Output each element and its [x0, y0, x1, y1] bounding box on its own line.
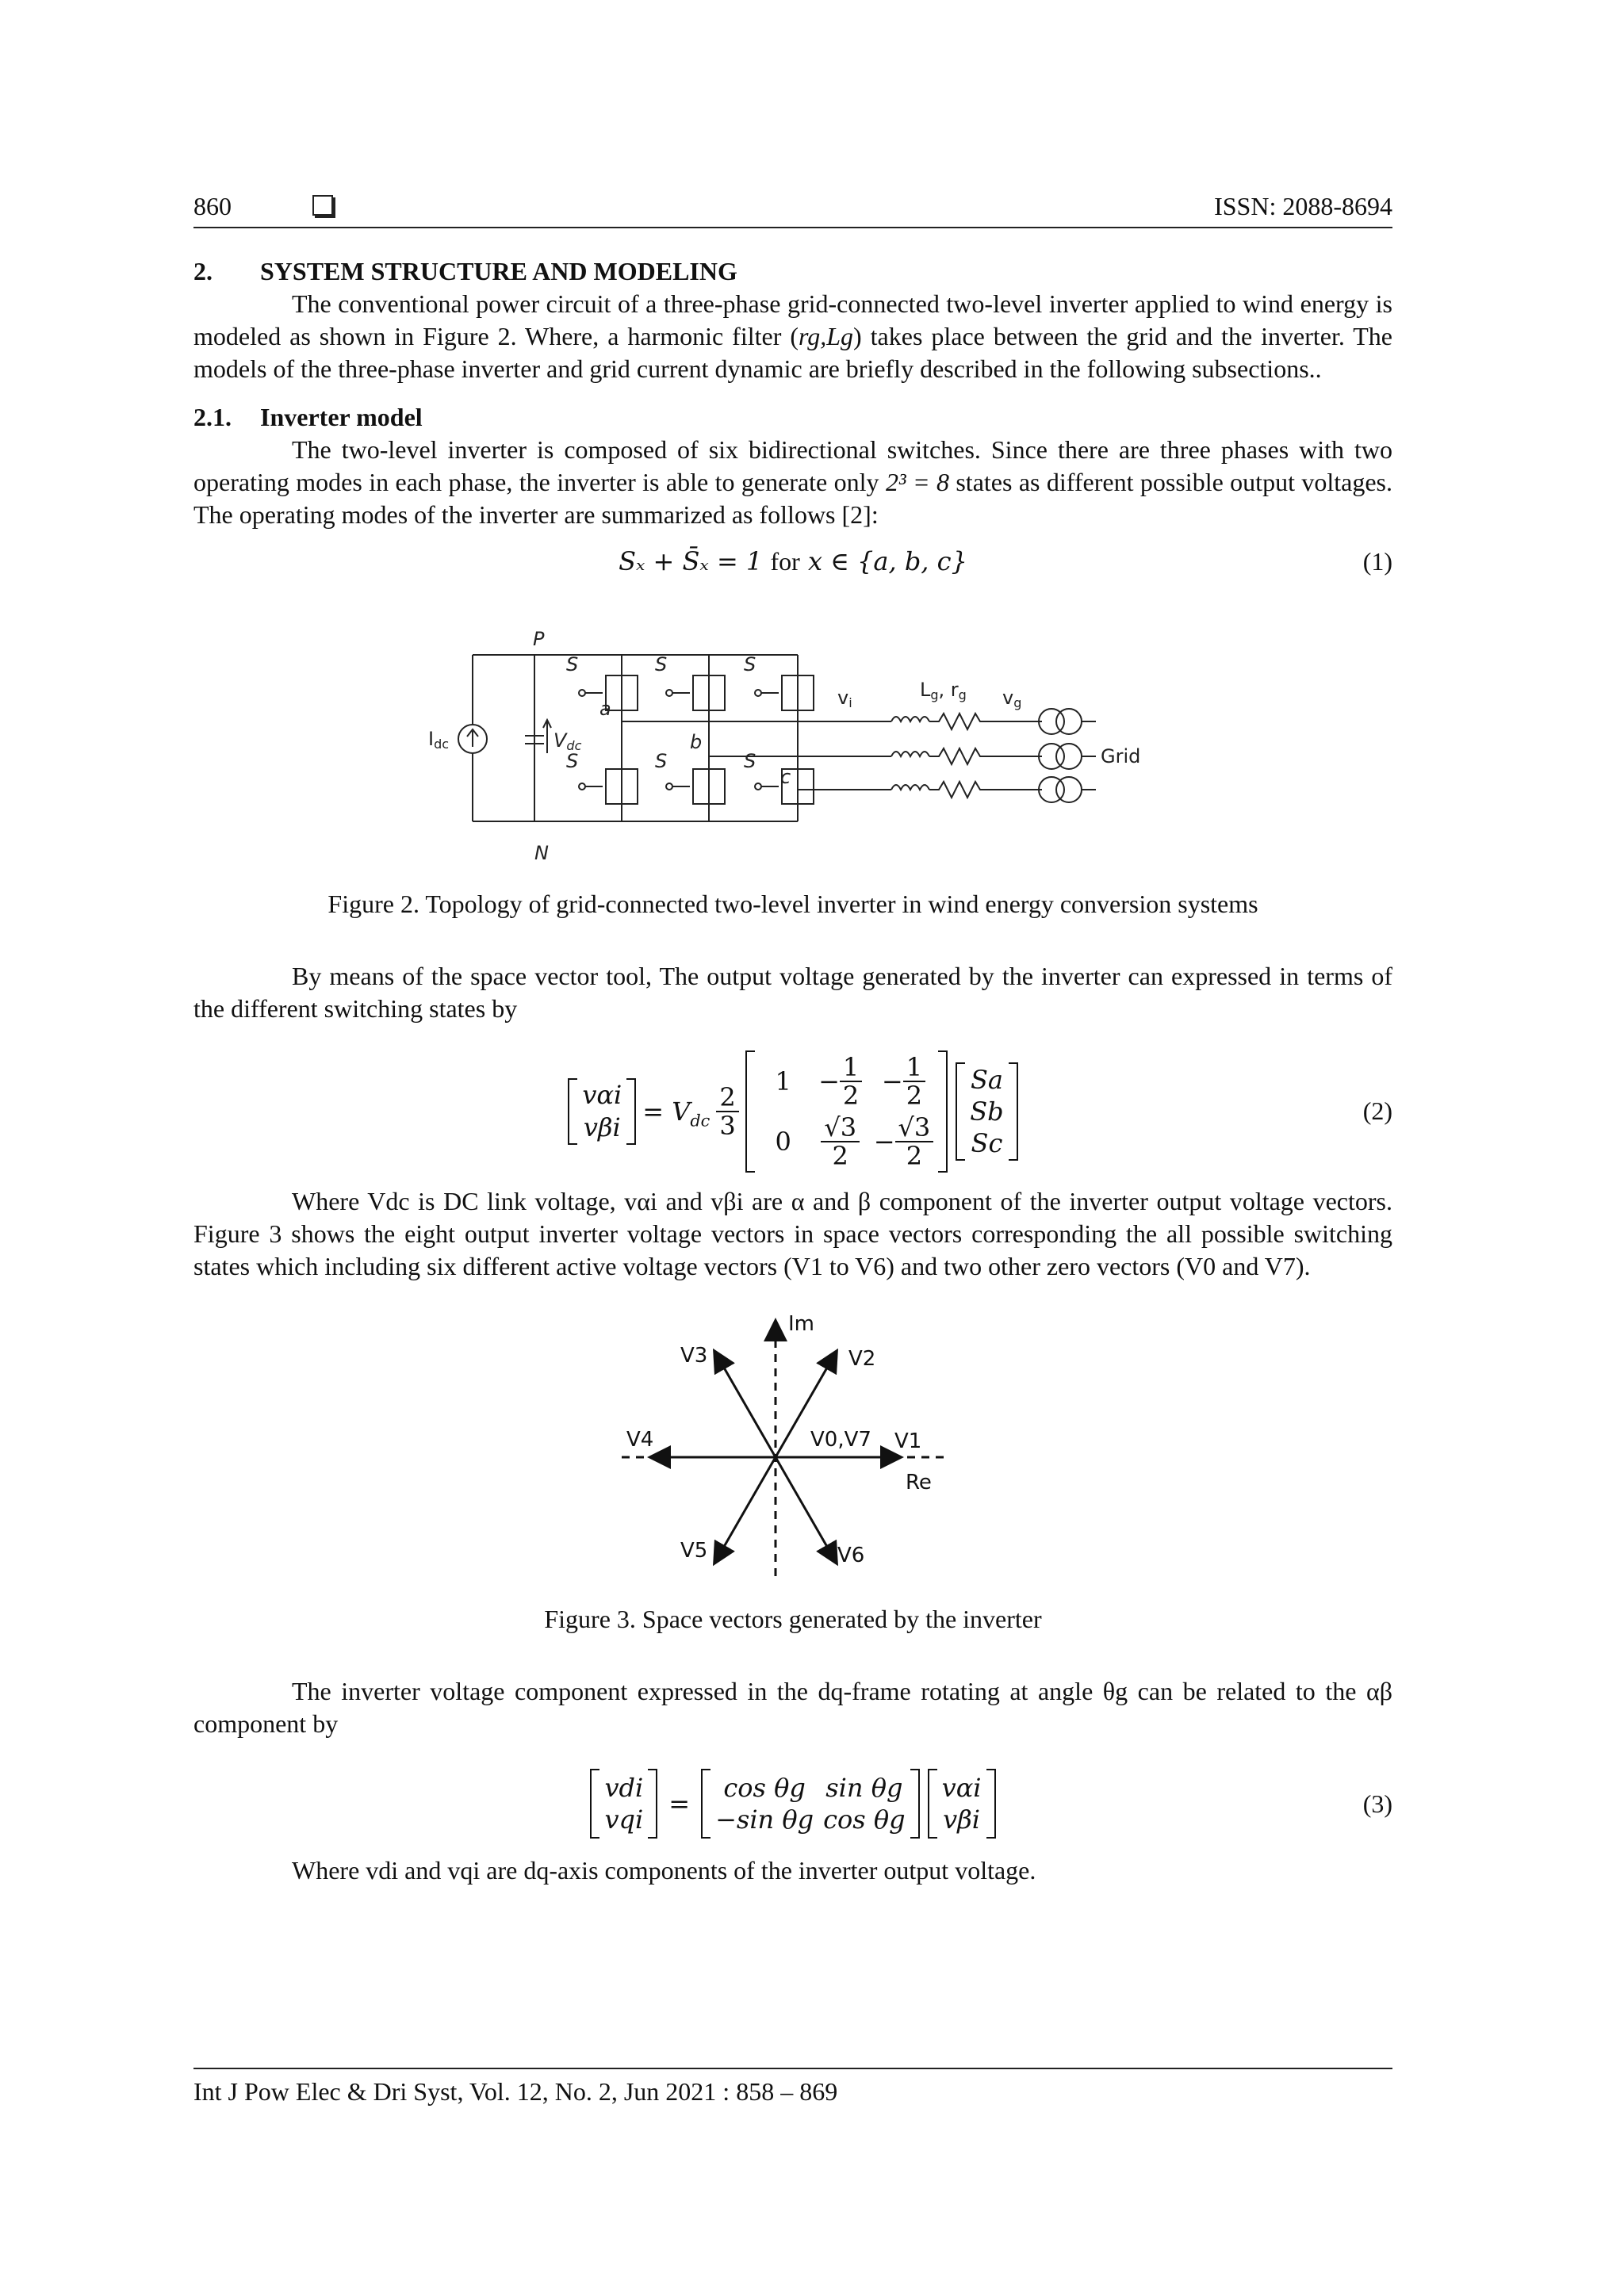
paragraph-3: By means of the space vector tool, The output voltage generated by the inverter can expressed in terms of the different switching states by [193, 962, 1392, 1023]
eq3-rhs-vector: vαi vβi [928, 1769, 996, 1839]
inverter-topology-diagram [193, 628, 1392, 882]
filter-symbol: rg,Lg [798, 322, 854, 350]
label-V2: V2 [848, 1347, 876, 1371]
figure-2-caption: Figure 2. Topology of grid-connected two-level inverter in wind energy conversion systems [327, 890, 1258, 918]
label-Im: Im [788, 1312, 814, 1336]
label-V3: V3 [680, 1344, 708, 1368]
label-vi: vi [837, 687, 852, 710]
label-V0-V7: V0,V7 [810, 1428, 871, 1452]
paragraph-2 [193, 434, 1392, 531]
label-Vdc: Vdc [553, 729, 582, 753]
page-body [193, 255, 1392, 1887]
eq3-rotation-matrix: cos θg −sin θg sin θg cos θg [701, 1769, 920, 1839]
subsection-title: Inverter model [260, 403, 423, 431]
eq1-lhs: Sₓ + S̄ₓ = 1 [619, 546, 763, 576]
label-Sa-bar: S [566, 750, 579, 772]
label-Sc: S [744, 653, 756, 675]
subsection-heading [193, 401, 1392, 434]
section-title: SYSTEM STRUCTURE AND MODELING [260, 257, 737, 285]
section-number: 2. [193, 257, 213, 285]
eq3-equals: = [668, 1788, 691, 1819]
square-icon [312, 195, 333, 216]
eq2-v-beta: vβi [583, 1112, 621, 1142]
page-footer: Int J Pow Elec & Dri Syst, Vol. 12, No. 2, Jun 2021 : 858 – 869 [193, 2068, 1392, 2107]
eq2-vdc-sub: dc [690, 1110, 710, 1130]
eq2-lhs-vector [568, 1078, 636, 1145]
eq2-m11: 1 [775, 1066, 791, 1096]
para1-text-a: The conventional power circuit of a three-phase grid-connected two-level inverter applied to wind energy is modeled as shown in Figure 2. Where, a harmonic filter ( [193, 289, 1392, 350]
page-number: 860 [193, 192, 232, 220]
label-a: a [599, 698, 611, 720]
eq2-switch-vector: Sa Sb Sc [956, 1062, 1017, 1161]
paragraph-1 [193, 288, 1392, 385]
power-expression: 2³ = 8 [885, 468, 949, 496]
equation-number: (2) [1362, 1096, 1392, 1125]
eq3-lhs-vector: vdi vqi [590, 1769, 657, 1839]
equation-1 [193, 545, 1392, 580]
eq2-coefficient: $\frac{2}{3}$ [716, 1084, 738, 1139]
figure-3 [193, 1307, 1392, 1600]
label-Idc: Idc [428, 728, 450, 752]
section-heading [193, 255, 1392, 288]
label-grid: Grid [1101, 745, 1141, 767]
eq1-rhs: x ∈ {a, b, c} [807, 546, 967, 576]
para2-text-a: The two-level inverter is composed of six bidirectional switches. Since there are three phases with two operating modes in each phase, the inverter is able to generate only [193, 435, 1392, 496]
eq2-matrix: 1 0 − $\frac{1}{2}$ $\frac{√3}{2}$ − $\frac{1}{2}$ − $\frac{√3}{2}$ [745, 1050, 948, 1173]
label-Lg-rg: Lg, rg [920, 679, 967, 702]
eq2-equals: = V [642, 1096, 691, 1127]
paragraph-6: Where vdi and vqi are dq-axis components of the inverter output voltage. [292, 1856, 1036, 1885]
equation-2 [193, 1044, 1392, 1179]
issn: ISSN: 2088-8694 [1214, 192, 1392, 220]
paragraph-4: Where Vdc is DC link voltage, vαi and vβi are α and β component of the inverter output voltage vectors. Figure 3 shows the eight output inverter voltage vectors in space vectors corresponding the all possible switching states which including six different active voltage vectors (V1 to V6) and two other zero vectors (V0 and V7). [193, 1187, 1392, 1280]
label-vg: vg [1002, 687, 1022, 710]
equation-number: (3) [1362, 1789, 1392, 1818]
label-Sa: S [566, 653, 579, 675]
label-b: b [690, 731, 703, 753]
equation-number: (1) [1362, 547, 1392, 576]
para2-text-b: states as different possible output voltages. The operating modes of the inverter are summarized as follows [2]: [193, 468, 1393, 529]
eq2-v-alpha: vαi [582, 1080, 622, 1110]
space-vector-diagram [193, 1307, 1392, 1600]
equation-3 [193, 1764, 1392, 1843]
label-Sc-bar: S [744, 750, 756, 772]
para1-text-b: ) takes place between the grid and the inverter. The models of the three-phase inverter and grid current dynamic are briefly described in the following subsections.. [193, 322, 1393, 383]
label-Re: Re [906, 1471, 932, 1494]
eq2-m21: 0 [775, 1126, 791, 1157]
subsection-number: 2.1. [193, 403, 232, 431]
label-V5: V5 [680, 1539, 708, 1563]
label-P: P [533, 628, 545, 650]
figure-3-caption: Figure 3. Space vectors generated by the inverter [544, 1605, 1042, 1633]
eq1-for: for [770, 547, 800, 576]
page-header [193, 189, 1392, 228]
figure-2 [193, 628, 1392, 882]
label-V4: V4 [626, 1428, 654, 1452]
label-Sb: S [655, 653, 668, 675]
label-V1: V1 [894, 1429, 922, 1453]
label-Sb-bar: S [655, 750, 668, 772]
label-V6: V6 [837, 1544, 865, 1567]
paragraph-5: The inverter voltage component expressed in the dq-frame rotating at angle θg can be related to the αβ component by [193, 1677, 1392, 1738]
label-N: N [534, 842, 549, 864]
label-c: c [780, 766, 791, 788]
